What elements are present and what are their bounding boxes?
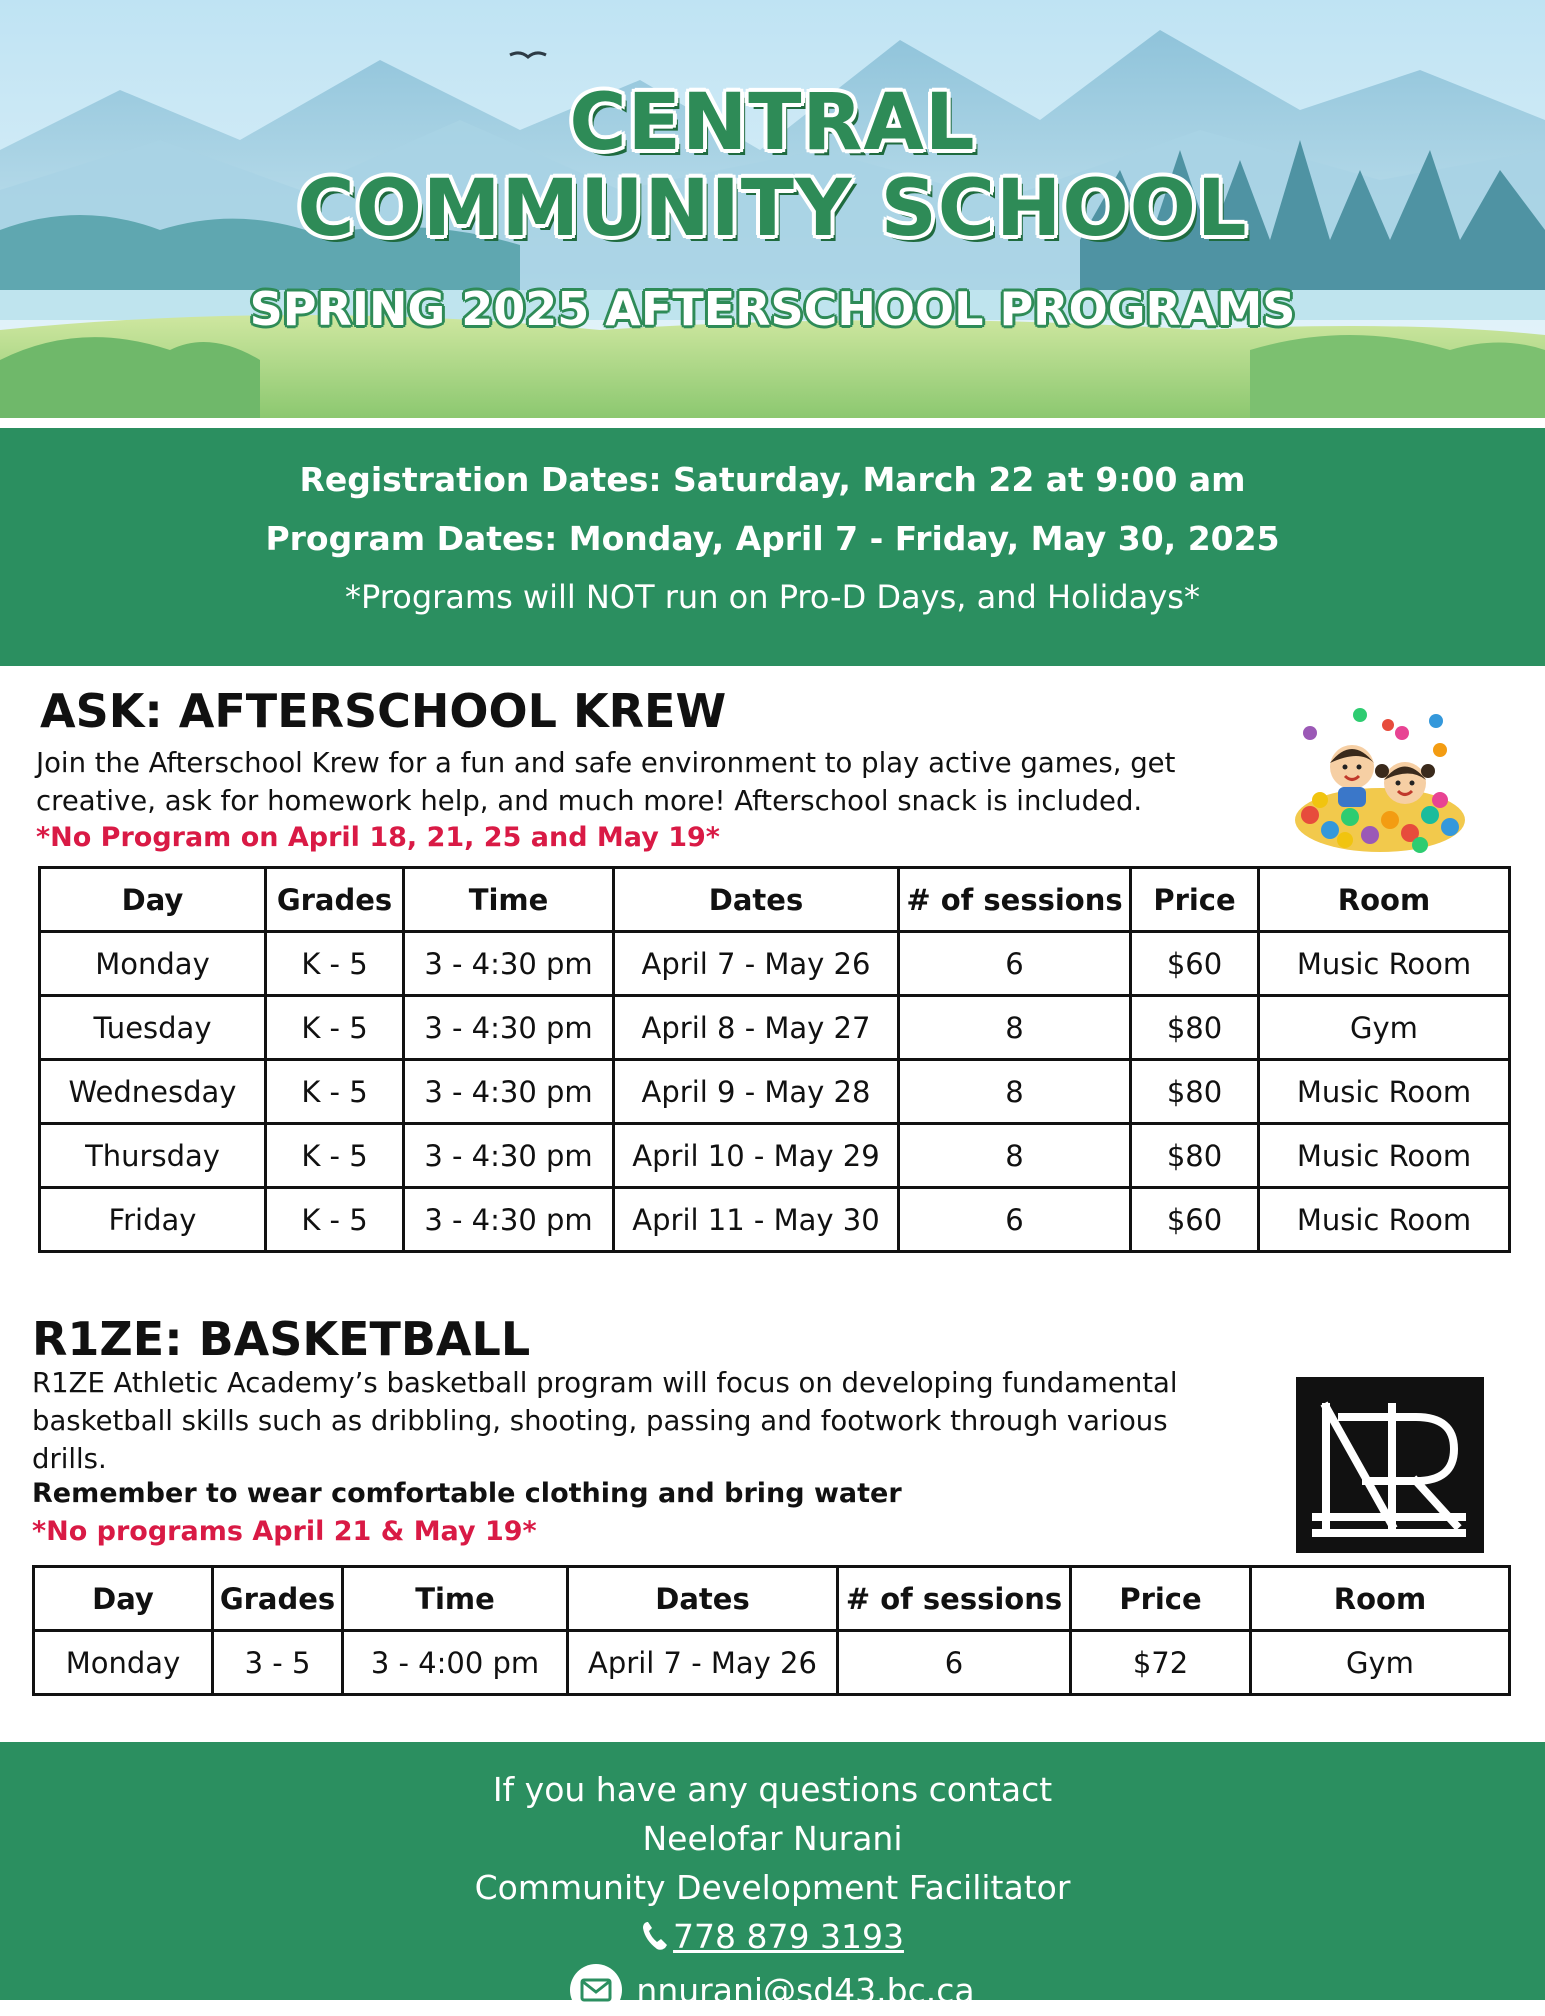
table-row	[40, 1188, 1510, 1252]
column-header-room: Room	[1251, 1567, 1510, 1631]
phone-link[interactable]: 778 879 3193	[673, 1917, 904, 1956]
program-dates: Program Dates: Monday, April 7 - Friday, May 30, 2025	[265, 519, 1280, 558]
cell-dates: April 8 - May 27	[614, 996, 899, 1060]
holiday-notice: *Programs will NOT run on Pro-D Days, and Holidays*	[345, 578, 1200, 616]
column-header-time: Time	[404, 868, 614, 932]
cell-room: Music Room	[1259, 1188, 1510, 1252]
cell-day: Thursday	[40, 1124, 266, 1188]
cell-price: $80	[1131, 1060, 1259, 1124]
rize-description-line3: drills.	[32, 1443, 107, 1475]
kids-ball-pit-illustration	[1290, 705, 1470, 855]
column-header-dates: Dates	[568, 1567, 838, 1631]
rize-section-title: R1ZE: BASKETBALL	[32, 1312, 531, 1366]
contact-name: Neelofar Nurani	[642, 1819, 903, 1858]
cell-price: $80	[1131, 996, 1259, 1060]
cell-price: $60	[1131, 1188, 1259, 1252]
ask-description-line2: creative, ask for homework help, and much more! Afterschool snack is included.	[36, 785, 1143, 817]
cell-price: $72	[1071, 1631, 1251, 1695]
school-name-line2: COMMUNITY SCHOOL	[297, 164, 1248, 254]
cell-day: Monday	[40, 932, 266, 996]
rize-logo	[1296, 1377, 1484, 1553]
cell-grades: K - 5	[266, 1188, 404, 1252]
rize-clothing-note: Remember to wear comfortable clothing and bring water	[32, 1478, 902, 1509]
column-header-room: Room	[1259, 868, 1510, 932]
school-name-line1: CENTRAL	[569, 78, 976, 168]
envelope-icon	[570, 1964, 622, 2016]
cell-sessions: 6	[899, 1188, 1131, 1252]
column-header-price: Price	[1131, 868, 1259, 932]
column-header-sessions: # of sessions	[838, 1567, 1071, 1631]
cell-room: Gym	[1259, 996, 1510, 1060]
contact-intro: If you have any questions contact	[492, 1770, 1053, 1809]
cell-grades: K - 5	[266, 1060, 404, 1124]
rize-table-header-row	[34, 1567, 1510, 1631]
cell-time: 3 - 4:00 pm	[343, 1631, 568, 1695]
table-row	[40, 1060, 1510, 1124]
table-row	[40, 996, 1510, 1060]
column-header-day: Day	[40, 868, 266, 932]
ask-schedule-table	[38, 866, 1511, 1253]
contact-phone-row	[0, 1917, 1545, 1956]
cell-sessions: 8	[899, 996, 1131, 1060]
cell-time: 3 - 4:30 pm	[404, 1060, 614, 1124]
cell-day: Friday	[40, 1188, 266, 1252]
contact-role: Community Development Facilitator	[474, 1868, 1071, 1907]
rize-warning: *No programs April 21 & May 19*	[32, 1516, 537, 1547]
table-row	[40, 1124, 1510, 1188]
rize-schedule-table	[32, 1565, 1511, 1696]
email-link[interactable]: nnurani@sd43.bc.ca	[636, 1971, 975, 2010]
cell-time: 3 - 4:30 pm	[404, 1124, 614, 1188]
table-row	[34, 1631, 1510, 1695]
registration-band	[0, 428, 1545, 666]
cell-day: Monday	[34, 1631, 213, 1695]
cell-room: Gym	[1251, 1631, 1510, 1695]
table-row	[40, 932, 1510, 996]
cell-dates: April 7 - May 26	[568, 1631, 838, 1695]
cell-dates: April 9 - May 28	[614, 1060, 899, 1124]
cell-dates: April 7 - May 26	[614, 932, 899, 996]
phone-icon	[641, 1920, 669, 1952]
cell-day: Tuesday	[40, 996, 266, 1060]
cell-sessions: 8	[899, 1060, 1131, 1124]
column-header-sessions: # of sessions	[899, 868, 1131, 932]
cell-sessions: 6	[899, 932, 1131, 996]
ask-description-line1: Join the Afterschool Krew for a fun and safe environment to play active games, get	[36, 747, 1176, 779]
column-header-grades: Grades	[213, 1567, 343, 1631]
column-header-price: Price	[1071, 1567, 1251, 1631]
program-subtitle: SPRING 2025 AFTERSCHOOL PROGRAMS	[249, 282, 1296, 336]
ask-table-header-row	[40, 868, 1510, 932]
cell-dates: April 10 - May 29	[614, 1124, 899, 1188]
rize-description-line2: basketball skills such as dribbling, shooting, passing and footwork through various	[32, 1405, 1168, 1437]
contact-email-row	[0, 1964, 1545, 2016]
cell-price: $80	[1131, 1124, 1259, 1188]
column-header-day: Day	[34, 1567, 213, 1631]
rize-description-line1: R1ZE Athletic Academy’s basketball program will focus on developing fundamental	[32, 1367, 1178, 1399]
ask-section-title: ASK: AFTERSCHOOL KREW	[40, 684, 727, 738]
cell-sessions: 8	[899, 1124, 1131, 1188]
contact-footer	[0, 1742, 1545, 2010]
cell-grades: K - 5	[266, 932, 404, 996]
cell-dates: April 11 - May 30	[614, 1188, 899, 1252]
cell-grades: K - 5	[266, 996, 404, 1060]
cell-room: Music Room	[1259, 932, 1510, 996]
cell-sessions: 6	[838, 1631, 1071, 1695]
cell-grades: K - 5	[266, 1124, 404, 1188]
ask-warning: *No Program on April 18, 21, 25 and May 19*	[36, 822, 720, 853]
cell-grades: 3 - 5	[213, 1631, 343, 1695]
registration-dates: Registration Dates: Saturday, March 22 at 9:00 am	[299, 460, 1246, 499]
cell-room: Music Room	[1259, 1060, 1510, 1124]
column-header-grades: Grades	[266, 868, 404, 932]
cell-time: 3 - 4:30 pm	[404, 996, 614, 1060]
column-header-dates: Dates	[614, 868, 899, 932]
hero-banner	[0, 0, 1545, 418]
cell-time: 3 - 4:30 pm	[404, 932, 614, 996]
cell-price: $60	[1131, 932, 1259, 996]
column-header-time: Time	[343, 1567, 568, 1631]
cell-room: Music Room	[1259, 1124, 1510, 1188]
cell-day: Wednesday	[40, 1060, 266, 1124]
cell-time: 3 - 4:30 pm	[404, 1188, 614, 1252]
